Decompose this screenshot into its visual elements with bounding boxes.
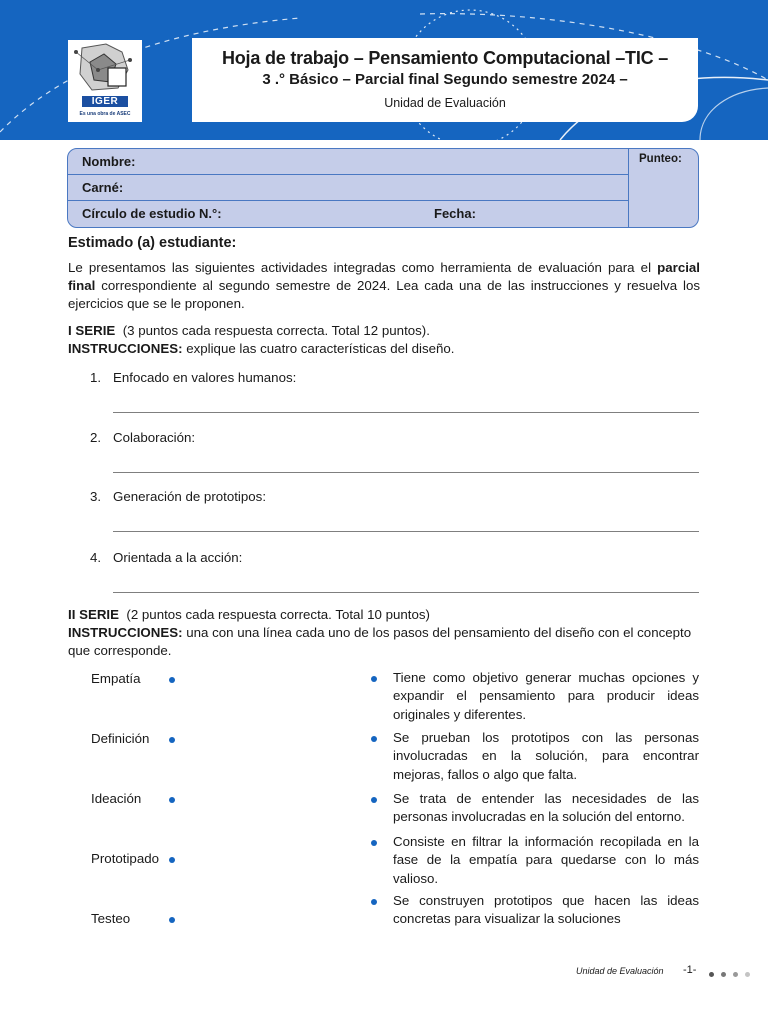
answer-line-4[interactable] xyxy=(113,592,699,593)
score-cell[interactable] xyxy=(628,149,699,228)
concept-2: Se prueban los prototipos con las personas involucradas en la solución, para encontrar mejoras, fallos o algo que falta. xyxy=(393,730,699,782)
logo-name: IGER xyxy=(82,96,128,107)
iger-logo xyxy=(68,40,142,122)
concept-3: Se trata de entender las necesidades de las personas involucradas en la solución del entorno. xyxy=(393,791,699,825)
question-1 xyxy=(90,370,296,385)
question-3 xyxy=(90,489,266,504)
answer-line-3[interactable] xyxy=(113,531,699,532)
circle-label: Círculo de estudio N.°: xyxy=(82,206,222,221)
serie2-instr-label: INSTRUCCIONES: xyxy=(68,625,183,640)
question-number: 4. xyxy=(90,550,102,565)
intro-text-1: Le presentamos las siguientes actividades integradas como herramienta de evaluación para el xyxy=(68,260,658,275)
name-label: Nombre: xyxy=(82,154,136,169)
intro-text-2: correspondiente al segundo semestre de 2024. Lea cada una de las instrucciones y resuelva los ejercicios que se le proponen. xyxy=(68,278,700,311)
id-row[interactable] xyxy=(68,175,628,201)
title-card xyxy=(192,38,698,122)
answer-line-1[interactable] xyxy=(113,412,699,413)
concept-connector-dot[interactable] xyxy=(371,797,377,803)
serie1-title: I SERIE xyxy=(68,323,116,338)
step-connector-dot[interactable] xyxy=(169,677,175,683)
page-number: -1- xyxy=(683,964,697,976)
document-title: Hoja de trabajo – Pensamiento Computacional –TIC – xyxy=(221,48,669,68)
step-ideation: Ideación xyxy=(91,791,142,806)
intro-paragraph xyxy=(68,259,700,313)
step-empathy: Empatía xyxy=(91,671,141,686)
serie1-instr-text: explique las cuatro características del diseño. xyxy=(182,341,455,356)
id-label: Carné: xyxy=(82,180,124,195)
concept-5: Se construyen prototipos que hacen las ideas concretas para visualizar la soluciones xyxy=(393,893,699,927)
serie2-points: (2 puntos cada respuesta correcta. Total 10 puntos) xyxy=(126,607,430,622)
page-indicator-dot xyxy=(721,972,726,977)
student-info-box xyxy=(67,148,699,228)
footer-label: Unidad de Evaluación xyxy=(576,966,664,976)
concept-1: Tiene como objetivo generar muchas opciones y expandir el pensamiento para producir ideas originales y diferentes. xyxy=(393,670,699,722)
question-4 xyxy=(90,550,242,565)
concept-connector-dot[interactable] xyxy=(371,899,377,905)
answer-line-2[interactable] xyxy=(113,472,699,473)
header-band xyxy=(0,0,768,140)
question-text: Orientada a la acción: xyxy=(113,550,243,565)
date-label: Fecha: xyxy=(434,206,476,221)
serie2-title: II SERIE xyxy=(68,607,119,622)
question-text: Colaboración: xyxy=(113,430,196,445)
page-indicator-dot xyxy=(745,972,750,977)
page-indicator-dot xyxy=(733,972,738,977)
concept-4: Consiste en filtrar la información recopilada en la fase de la empatía para quedarse con lo más valioso. xyxy=(393,834,699,886)
step-testing: Testeo xyxy=(91,911,131,926)
page-indicator-dot xyxy=(709,972,714,977)
intro-bold: parcial final xyxy=(68,260,700,293)
step-prototyping: Prototipado xyxy=(91,851,160,866)
question-2 xyxy=(90,430,195,445)
circle-date-row[interactable] xyxy=(68,201,628,227)
question-number: 2. xyxy=(90,430,102,445)
globe-icon xyxy=(68,40,142,96)
logo-tagline: Es una obra de ASEC xyxy=(79,111,131,117)
question-number: 1. xyxy=(90,370,102,385)
evaluation-unit: Unidad de Evaluación xyxy=(384,96,506,110)
concept-connector-dot[interactable] xyxy=(371,676,377,682)
document-subtitle: 3 .° Básico – Parcial final Segundo semestre 2024 – xyxy=(262,71,628,88)
serie1-points: (3 puntos cada respuesta correcta. Total 12 puntos). xyxy=(122,323,430,338)
concept-connector-dot[interactable] xyxy=(371,840,377,846)
step-definition: Definición xyxy=(91,731,150,746)
step-connector-dot[interactable] xyxy=(169,737,175,743)
step-connector-dot[interactable] xyxy=(169,917,175,923)
question-number: 3. xyxy=(90,489,102,504)
score-label: Punteo: xyxy=(639,153,682,165)
name-row[interactable] xyxy=(68,149,628,175)
question-text: Generación de prototipos: xyxy=(113,489,267,504)
step-connector-dot[interactable] xyxy=(169,797,175,803)
step-connector-dot[interactable] xyxy=(169,857,175,863)
concept-connector-dot[interactable] xyxy=(371,736,377,742)
serie2-instr-text: una con una línea cada uno de los pasos del pensamiento del diseño con el concepto que corresponde. xyxy=(68,625,692,658)
serie1-header xyxy=(68,322,700,358)
greeting: Estimado (a) estudiante: xyxy=(68,235,237,251)
serie2-header xyxy=(68,606,700,660)
question-text: Enfocado en valores humanos: xyxy=(113,370,297,385)
serie1-instr-label: INSTRUCCIONES: xyxy=(68,341,183,356)
